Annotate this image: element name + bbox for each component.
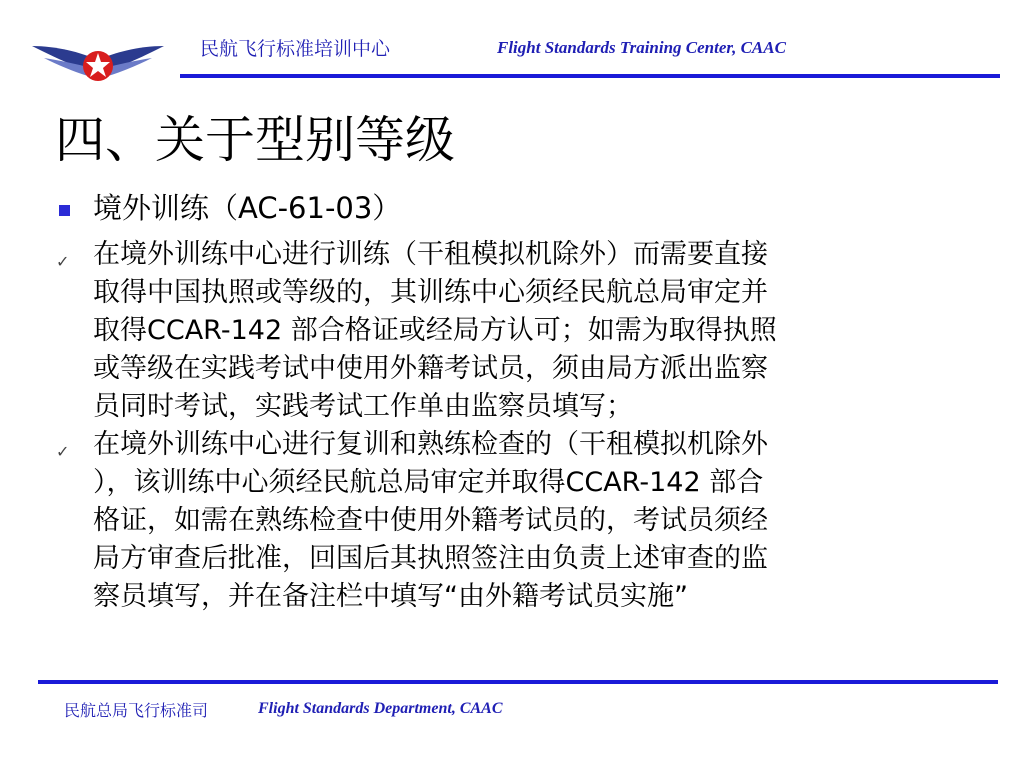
header-org-cn: 民航飞行标准培训中心 — [200, 38, 391, 60]
square-bullet-icon — [59, 205, 70, 216]
check-icon: ✓ — [56, 252, 70, 271]
paragraph-line: ），该训练中心须经民航总局审定并取得CCAR-142 部合 — [93, 467, 764, 498]
footer-divider — [38, 680, 998, 684]
paragraph-1 — [93, 236, 963, 426]
paragraph-2 — [93, 426, 963, 616]
caac-logo — [28, 38, 168, 88]
slide-title: 四、关于型别等级 — [55, 111, 455, 169]
paragraph-line: 或等级在实践考试中使用外籍考试员，须由局方派出监察 — [93, 353, 768, 384]
paragraph-line: 在境外训练中心进行训练（干租模拟机除外）而需要直接 — [93, 239, 768, 270]
paragraph-line: 取得CCAR-142 部合格证或经局方认可；如需为取得执照 — [93, 315, 777, 346]
check-icon: ✓ — [56, 442, 70, 461]
paragraph-line: 察员填写，并在备注栏中填写“由外籍考试员实施” — [93, 581, 688, 612]
paragraph-line: 局方审查后批准，回国后其执照签注由负责上述审查的监 — [93, 543, 768, 574]
paragraph-line: 取得中国执照或等级的，其训练中心须经民航总局审定并 — [93, 277, 768, 308]
footer-dept-en: Flight Standards Department, CAAC — [258, 700, 503, 717]
header-org-en: Flight Standards Training Center, CAAC — [497, 38, 786, 57]
bullet-heading: 境外训练（AC-61-03） — [93, 191, 402, 225]
paragraph-line: 格证，如需在熟练检查中使用外籍考试员的，考试员须经 — [93, 505, 768, 536]
header-divider — [180, 74, 1000, 78]
paragraph-line: 在境外训练中心进行复训和熟练检查的（干租模拟机除外 — [93, 429, 768, 460]
paragraph-line: 员同时考试，实践考试工作单由监察员填写； — [93, 391, 633, 422]
footer-dept-cn: 民航总局飞行标准司 — [64, 701, 209, 720]
